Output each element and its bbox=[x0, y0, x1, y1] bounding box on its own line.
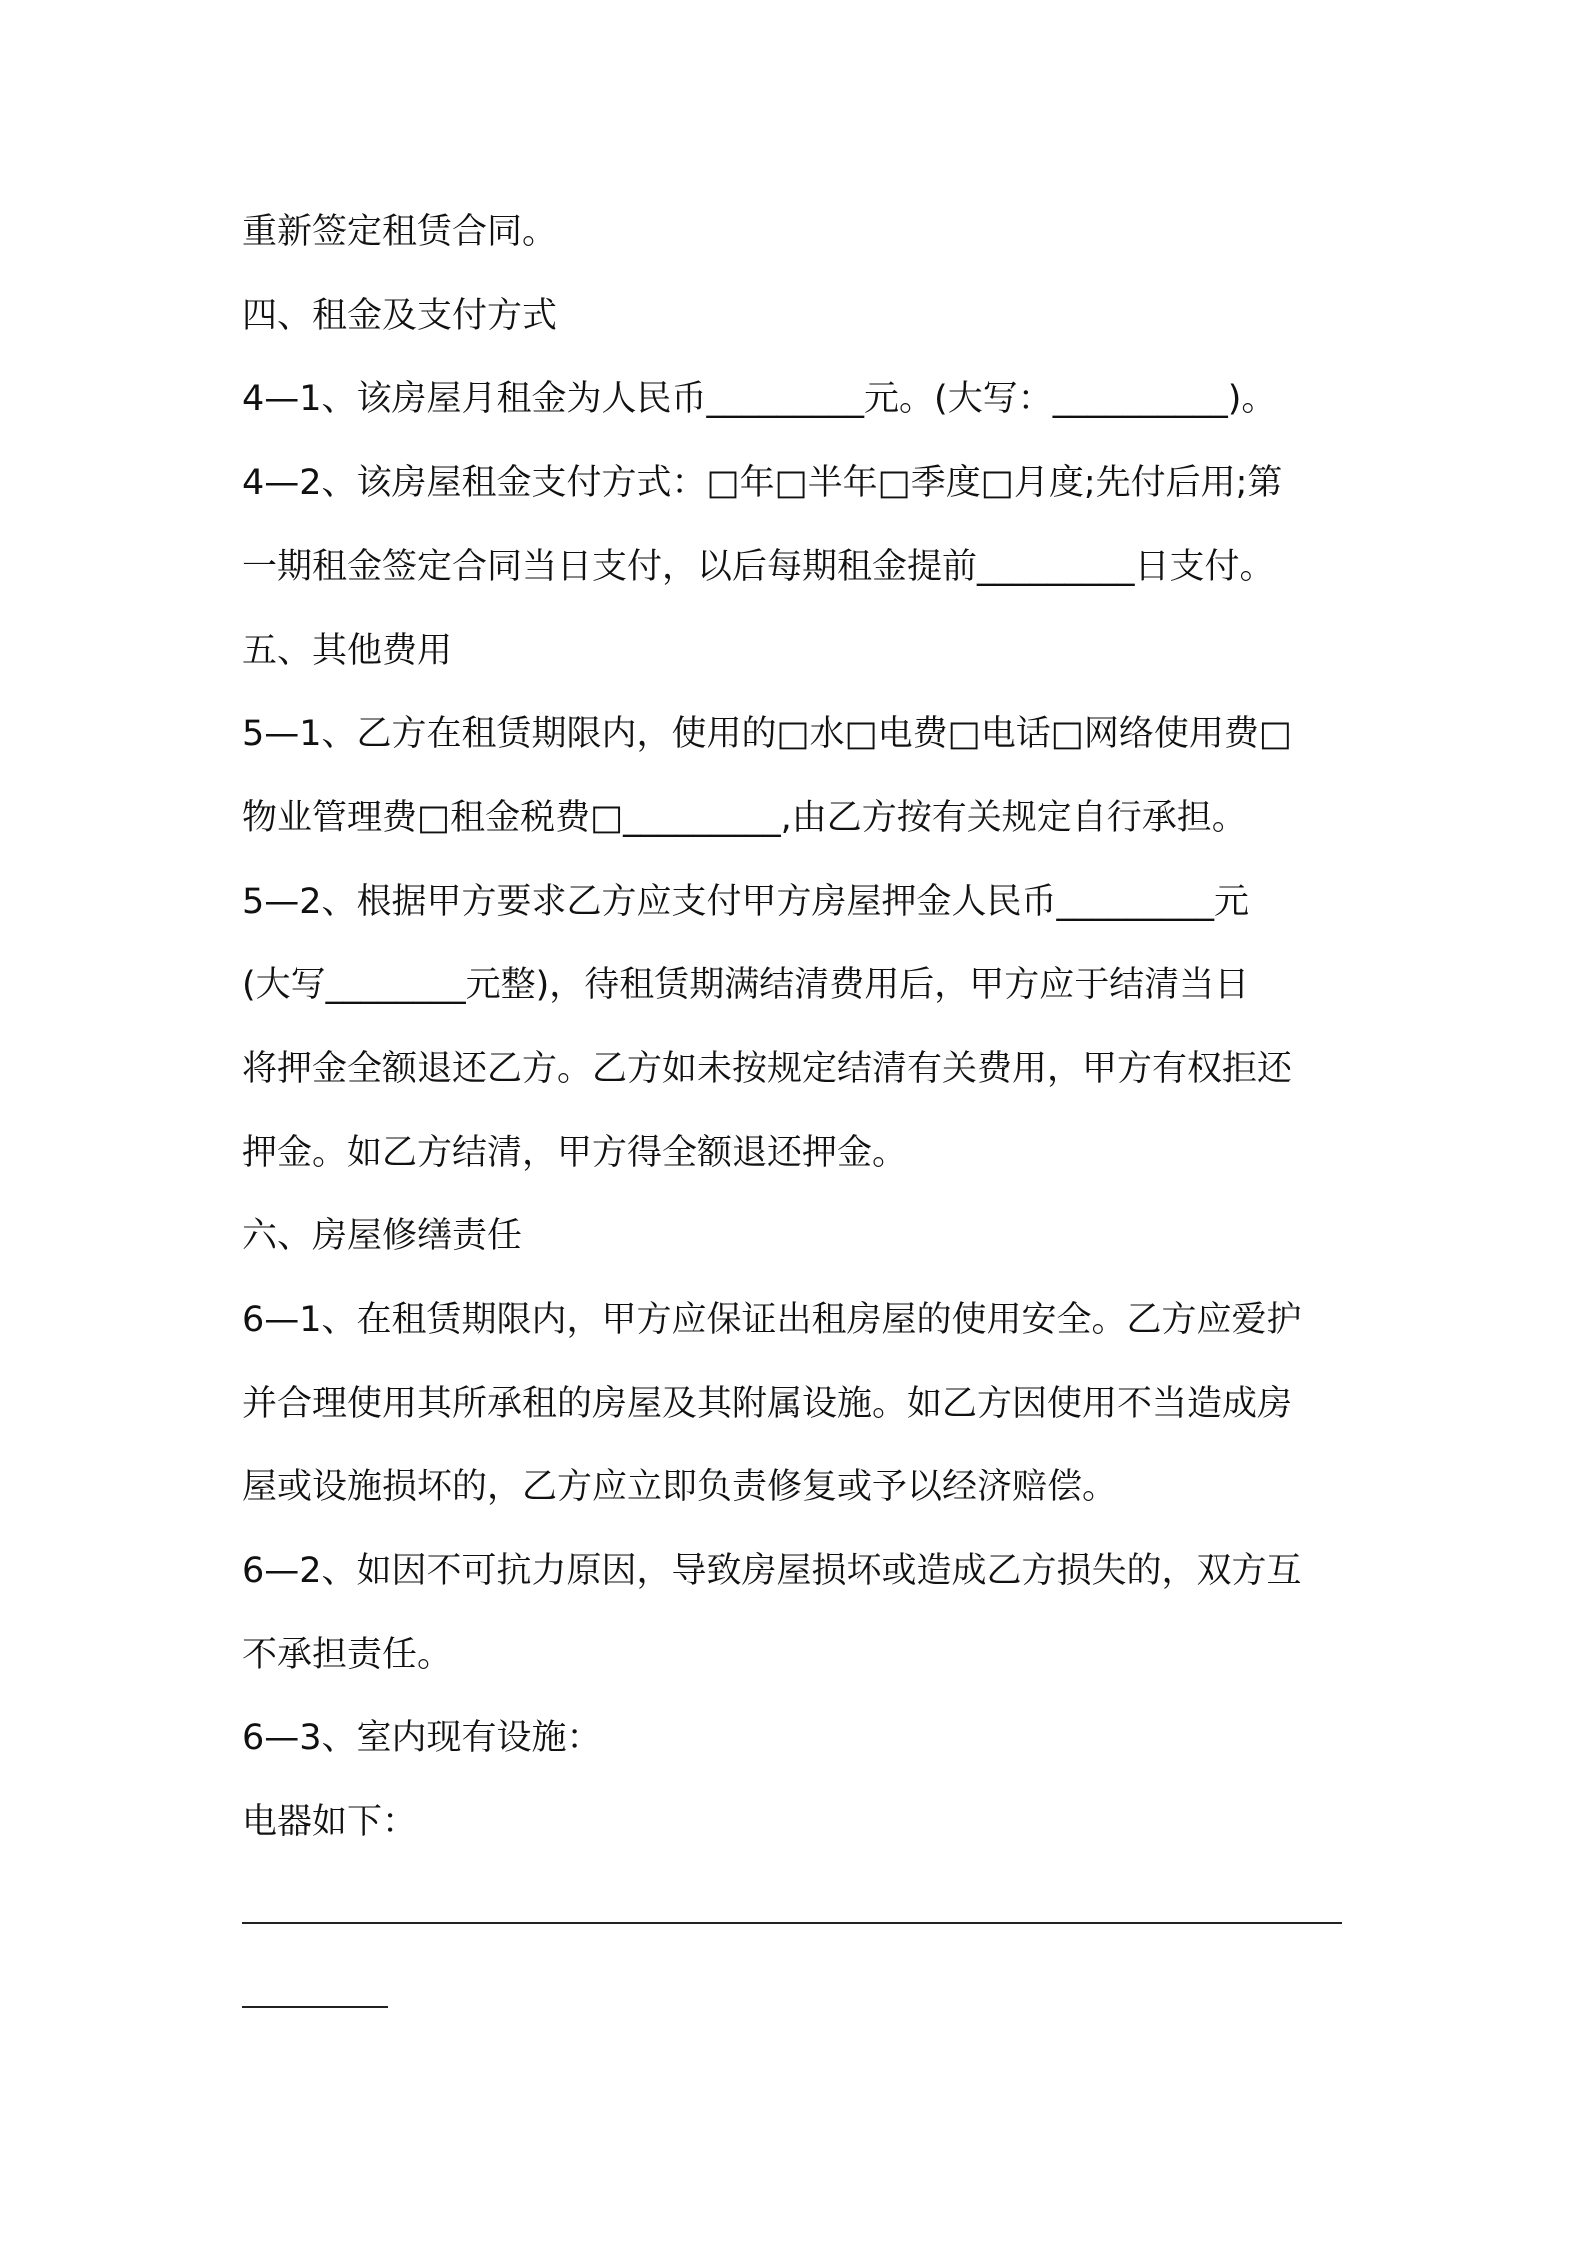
clause-4-2-line-2: 一期租金签定合同当日支付，以后每期租金提前_________日支付。 bbox=[242, 547, 1275, 587]
clause-5-2-line-4: 押金。如乙方结清，甲方得全额退还押金。 bbox=[242, 1133, 908, 1173]
clause-5-1-line-1: 5—1、乙方在租赁期限内，使用的□水□电费□电话□网络使用费□ bbox=[242, 714, 1292, 754]
clause-6-2-line-2: 不承担责任。 bbox=[242, 1635, 453, 1675]
clause-6-1-line-2: 并合理使用其所承租的房屋及其附属设施。如乙方因使用不当造成房 bbox=[242, 1384, 1293, 1424]
clause-5-2-line-3: 将押金全额退还乙方。乙方如未按规定结清有关费用，甲方有权拒还 bbox=[242, 1049, 1293, 1089]
section-heading-4: 四、租金及支付方式 bbox=[242, 296, 558, 336]
section-heading-5: 五、其他费用 bbox=[242, 631, 453, 671]
clause-4-1: 4—1、该房屋月租金为人民币_________元。(大写：__________)。 bbox=[242, 379, 1277, 419]
text-line-1: 重新签定租赁合同。 bbox=[242, 212, 558, 252]
clause-5-2-line-1: 5—2、根据甲方要求乙方应支付甲方房屋押金人民币_________元 bbox=[242, 882, 1250, 922]
appliances-label: 电器如下： bbox=[242, 1802, 418, 1842]
blank-fill-line-short bbox=[242, 2006, 388, 2008]
clause-5-1-line-2: 物业管理费□租金税费□_________,由乙方按有关规定自行承担。 bbox=[242, 798, 1247, 838]
clause-6-1-line-3: 屋或设施损坏的，乙方应立即负责修复或予以经济赔偿。 bbox=[242, 1467, 1118, 1507]
clause-6-1-line-1: 6—1、在租赁期限内，甲方应保证出租房屋的使用安全。乙方应爱护 bbox=[242, 1300, 1302, 1340]
clause-6-3: 6—3、室内现有设施： bbox=[242, 1718, 602, 1758]
section-heading-6: 六、房屋修缮责任 bbox=[242, 1216, 523, 1256]
clause-6-2-line-1: 6—2、如因不可抗力原因，导致房屋损坏或造成乙方损失的，双方互 bbox=[242, 1551, 1302, 1591]
clause-5-2-line-2: (大写________元整)，待租赁期满结清费用后，甲方应于结清当日 bbox=[242, 965, 1250, 1005]
clause-4-2-line-1: 4—2、该房屋租金支付方式：□年□半年□季度□月度;先付后用;第 bbox=[242, 463, 1283, 503]
blank-fill-line-long bbox=[242, 1922, 1342, 1924]
